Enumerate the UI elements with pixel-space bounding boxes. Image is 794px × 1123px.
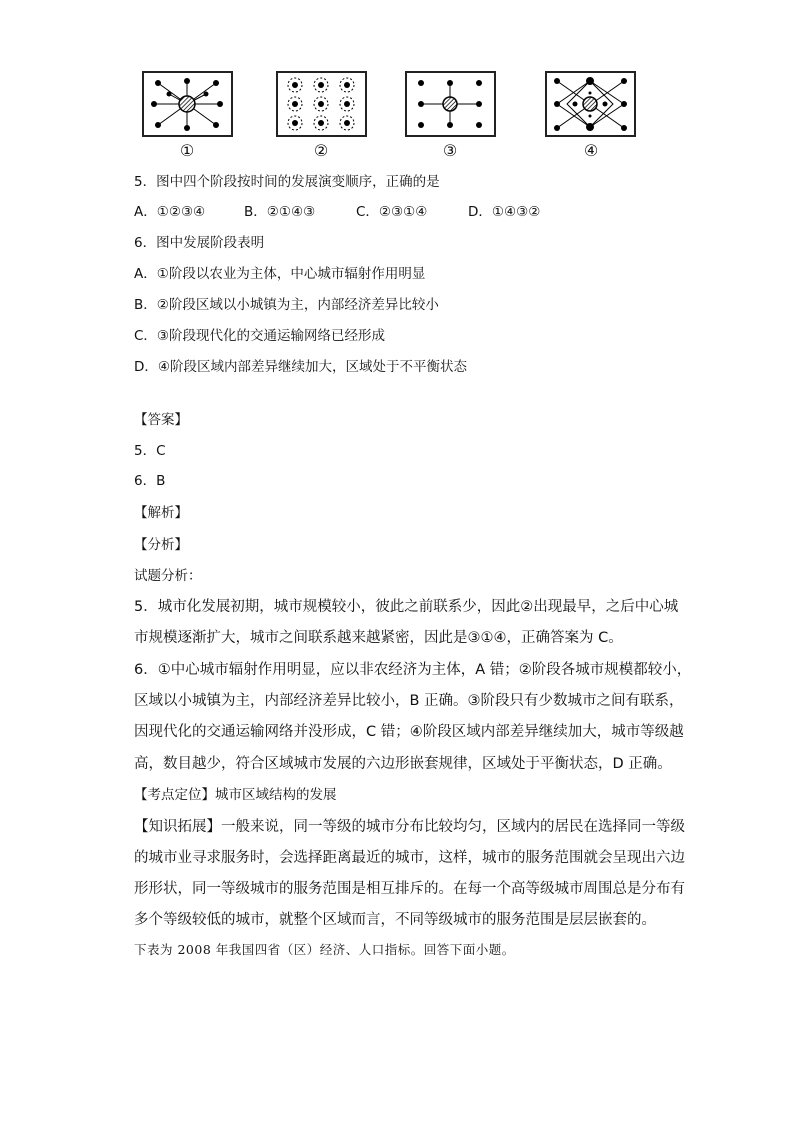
kaodian: 【考点定位】城市区域结构的发展 bbox=[134, 787, 337, 803]
figure-2-diagram bbox=[278, 73, 365, 135]
q5-options bbox=[134, 202, 540, 222]
figure-label-3: ③ bbox=[442, 141, 458, 160]
q5-option-b: B．②①④③ bbox=[244, 204, 316, 220]
answer-6: 6．B bbox=[134, 473, 166, 489]
answer-5: 5．C bbox=[134, 443, 166, 459]
analysis-p6-line-2: 区域以小城镇为主，内部经济差异比较小，B 正确。③阶段只有少数城市之间有联系， bbox=[134, 693, 684, 709]
figure-4-hexagonal bbox=[545, 71, 636, 137]
q5-stem: 5．图中四个阶段按时间的发展演变顺序，正确的是 bbox=[134, 174, 440, 190]
analysis-p6-line-3: 因现代化的交通运输网络并没形成，C 错；④阶段区域内部差异继续加大，城市等级越 bbox=[134, 724, 684, 740]
analysis-p5-line-2: 市规模逐渐扩大，城市之间联系越来越紧密，因此是③①④，正确答案为 C。 bbox=[134, 630, 623, 646]
figure-3-partial bbox=[405, 71, 496, 137]
answer-heading: 【答案】 bbox=[134, 412, 188, 428]
analysis-intro: 试题分析： bbox=[134, 568, 202, 584]
figure-1-diagram bbox=[144, 73, 231, 135]
figure-4-diagram bbox=[547, 73, 634, 135]
tuozhan-line-4: 多个等级较低的城市，就整个区域而言，不同等级城市的服务范围是层层嵌套的。 bbox=[134, 912, 656, 928]
analysis-p5-line-1: 5．城市化发展初期，城市规模较小，彼此之前联系少，因此②出现最早，之后中心城 bbox=[134, 599, 679, 615]
q6-option-b: B．②阶段区域以小城镇为主，内部经济差异比较小 bbox=[134, 297, 439, 313]
q5-option-d: D．①④③② bbox=[468, 204, 541, 220]
analysis-p6-line-1: 6．①中心城市辐射作用明显，应以非农经济为主体，A 错；②阶段各城市规模都较小， bbox=[134, 662, 692, 678]
figure-label-4: ④ bbox=[583, 141, 599, 160]
q6-option-a: A．①阶段以农业为主体，中心城市辐射作用明显 bbox=[134, 266, 426, 282]
analysis-p6-line-4: 高，数目越少，符合区域城市发展的六边形嵌套规律，区域处于平衡状态，D 正确。 bbox=[134, 756, 672, 772]
figure-1-radial bbox=[142, 71, 233, 137]
tuozhan-line-2: 的城市业寻求服务时，会选择距离最近的城市，这样，城市的服务范围就会呈现出六边 bbox=[134, 850, 685, 866]
figure-label-2: ② bbox=[313, 141, 329, 160]
analysis-heading: 【解析】 bbox=[134, 505, 188, 521]
q6-stem: 6．图中发展阶段表明 bbox=[134, 235, 265, 251]
q5-option-c: C．②③①④ bbox=[356, 204, 428, 220]
figure-3-diagram bbox=[407, 73, 494, 135]
figure-2-scattered bbox=[276, 71, 367, 137]
q5-option-a: A．①②③④ bbox=[134, 204, 206, 220]
next-question-intro: 下表为 2008 年我国四省（区）经济、人口指标。回答下面小题。 bbox=[134, 942, 515, 957]
analysis-sub-heading: 【分析】 bbox=[134, 537, 188, 553]
q6-option-c: C．③阶段现代化的交通运输网络已经形成 bbox=[134, 328, 386, 344]
tuozhan-line-3: 形形状，同一等级城市的服务范围是相互排斥的。在每一个高等级城市周围总是分布有 bbox=[134, 881, 685, 897]
figure-label-1: ① bbox=[179, 141, 195, 160]
q6-option-d: D．④阶段区域内部差异继续加大，区域处于不平衡状态 bbox=[134, 359, 467, 375]
tuozhan-line-1: 【知识拓展】一般来说，同一等级的城市分布比较均匀，区域内的居民在选择同一等级 bbox=[134, 819, 685, 835]
